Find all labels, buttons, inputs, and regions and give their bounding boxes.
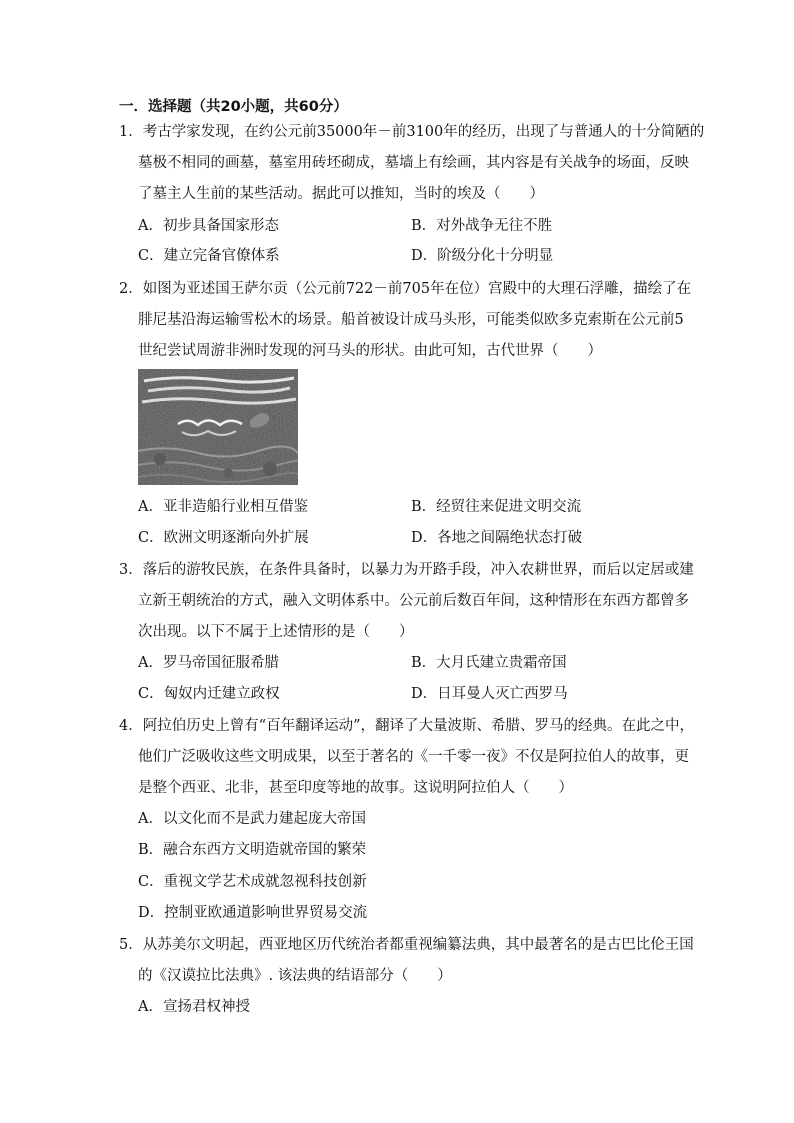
- section-title: 一．选择题（共20小题，共60分）: [119, 99, 348, 115]
- question-4-option-c: C．重视文学艺术成就忽视科技创新: [138, 874, 367, 890]
- question-3-line-1: 3．落后的游牧民族，在条件具备时，以暴力为开路手段，冲入农耕世界，而后以定居或建: [119, 562, 694, 578]
- question-4-option-b: B．融合东西方文明造就帝国的繁荣: [138, 842, 367, 858]
- question-3-option-d: D．日耳曼人灭亡西罗马: [411, 686, 568, 702]
- question-2-line-3: 世纪尝试周游非洲时发现的河马头的形状。由此可知，古代世界（ ）: [138, 343, 602, 359]
- question-4-line-3: 是整个西亚、北非，甚至印度等地的故事。这说明阿拉伯人（ ）: [138, 780, 573, 796]
- question-2-option-b: B．经贸往来促进文明交流: [411, 499, 582, 515]
- question-1-option-c: C．建立完备官僚体系: [138, 248, 280, 264]
- question-5-line-2: 的《汉谟拉比法典》. 该法典的结语部分（ ）: [138, 968, 452, 984]
- question-2-option-c: C．欧洲文明逐渐向外扩展: [138, 530, 309, 546]
- question-1-line-2: 墓极不相同的画墓，墓室用砖坯砌成，墓墙上有绘画，其内容是有关战争的场面，反映: [138, 155, 689, 171]
- question-5-option-a: A．宣扬君权神授: [138, 999, 250, 1015]
- question-2-option-a: A．亚非造船行业相互借鉴: [138, 499, 308, 515]
- question-5-line-1: 5．从苏美尔文明起，西亚地区历代统治者都重视编纂法典，其中最著名的是古巴比伦王国: [119, 937, 694, 953]
- question-1-option-a: A．初步具备国家形态: [138, 218, 279, 234]
- question-3-option-c: C．匈奴内迁建立政权: [138, 686, 280, 702]
- question-4-line-1: 4．阿拉伯历史上曾有“百年翻译运动”，翻译了大量波斯、希腊、罗马的经典。在此之中，: [119, 718, 695, 734]
- question-4-option-a: A．以文化而不是武力建起庞大帝国: [138, 811, 366, 827]
- question-4-line-2: 他们广泛吸收这些文明成果，以至于著名的《一千零一夜》不仅是阿拉伯人的故事，更: [138, 749, 689, 765]
- question-4-option-d: D．控制亚欧通道影响世界贸易交流: [138, 905, 368, 921]
- question-3-line-3: 次出现。以下不属于上述情形的是（ ）: [138, 624, 414, 640]
- question-2-option-d: D．各地之间隔绝状态打破: [411, 530, 583, 546]
- question-3-option-a: A．罗马帝国征服希腊: [138, 655, 279, 671]
- question-2-line-2: 腓尼基沿海运输雪松木的场景。船首被设计成马头形，可能类似欧多克索斯在公元前5: [138, 312, 684, 328]
- question-2-line-1: 2．如图为亚述国王萨尔贡（公元前722－前705年在位）宫殿中的大理石浮雕，描绘了在: [119, 281, 692, 297]
- question-1-option-d: D．阶级分化十分明显: [411, 248, 554, 264]
- question-1-option-b: B．对外战争无往不胜: [411, 218, 553, 234]
- question-3-option-b: B．大月氏建立贵霜帝国: [411, 655, 567, 671]
- question-1-line-3: 了墓主人生前的某些活动。据此可以推知，当时的埃及（ ）: [138, 186, 544, 202]
- relief-photo: [138, 369, 298, 485]
- question-3-line-2: 立新王朝统治的方式，融入文明体系中。公元前后数百年间，这种情形在东西方都曾多: [138, 593, 689, 609]
- question-1-line-1: 1．考古学家发现，在约公元前35000年－前3100年的经历，出现了与普通人的十分简陋的: [119, 124, 705, 140]
